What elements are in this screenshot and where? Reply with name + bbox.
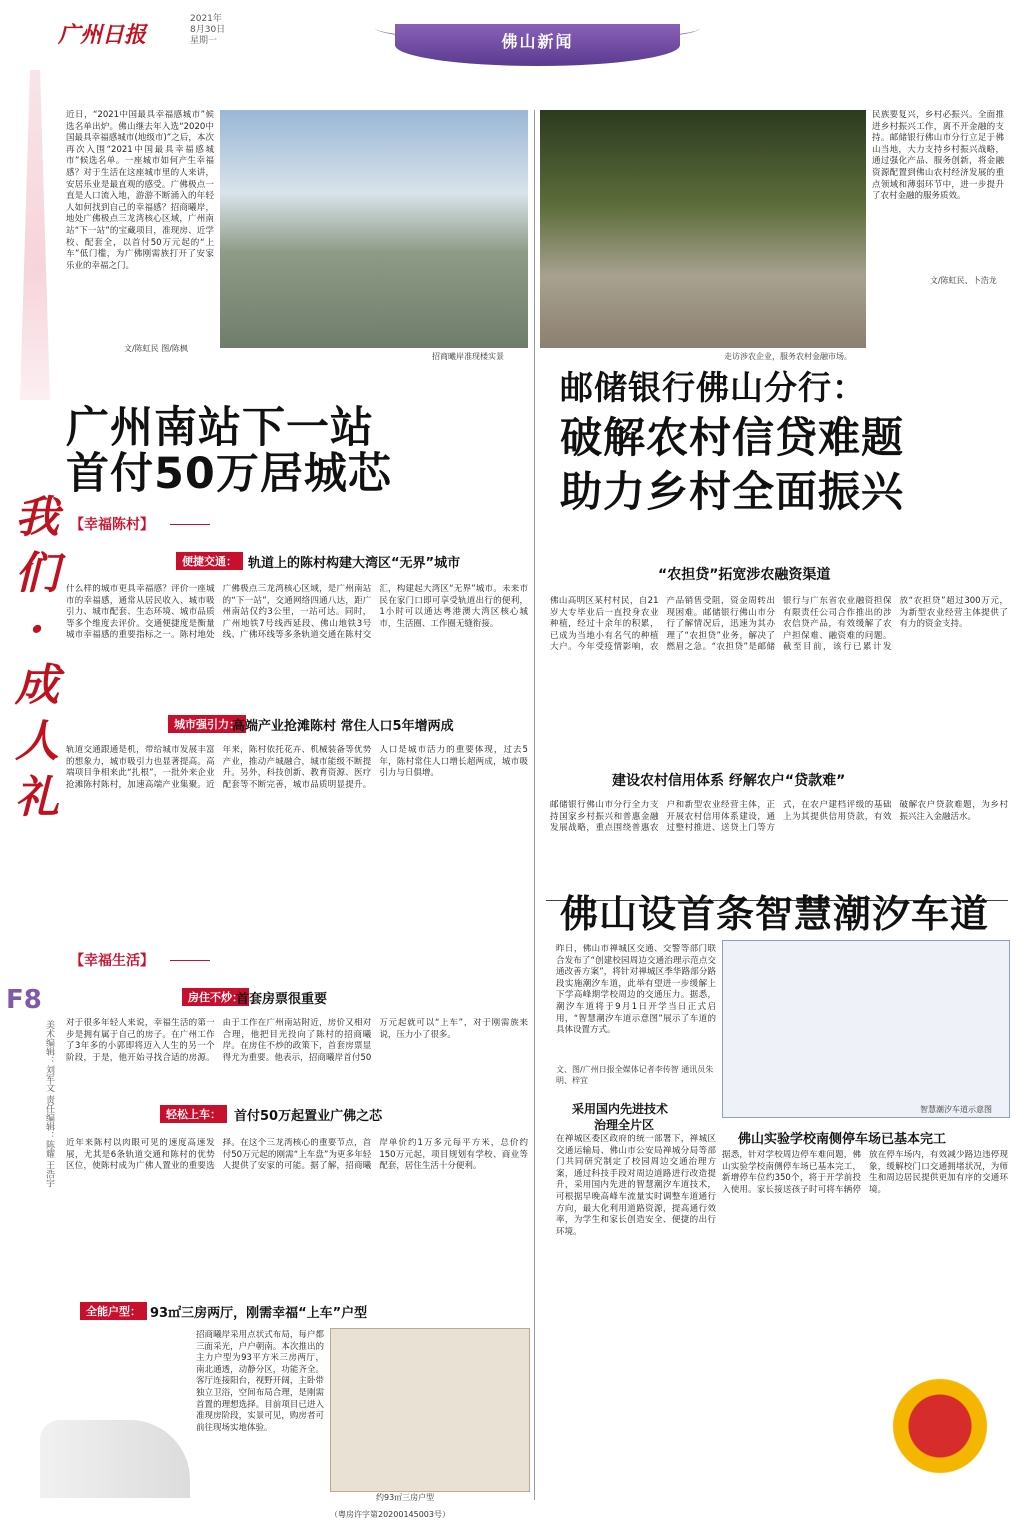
- article1-intro: 近日，“2021中国最具幸福感城市”候选名单出炉。佛山继去年入选“2020中国最具幸福感城市(地级市)”之后，本次再次入围“2021中国最具幸福感城市”候选名单。一座城市如何产生幸福感？对于生活在这座城市里的人来讲，安居乐业是最直观的感受。广佛极点一直是人口流入地，游游不断涌入的年轻人如何找到自己的幸福感？招商曦岸，地处广佛极点三龙湾核心区域，广州南站“下一站”的宝藏项目，准现房、近学校、配套全，以首付50万元起的“上车”低门槛，为广佛刚需族打开了安家乐业的幸福之门。: [66, 110, 214, 271]
- article1-title-line2: 首付50万居城芯: [66, 449, 392, 499]
- article2-sub2-title: 建设农村信用体系 纾解农户“贷款难”: [612, 773, 846, 789]
- column-divider: [534, 110, 535, 1500]
- sub4-title: 首付50万起置业广佛之芯: [234, 1109, 383, 1124]
- article2-intro: 民族要复兴，乡村必振兴。全面推进乡村振兴工作，离不开金融的支持。邮储银行佛山市分行立足于佛山当地，大力支持乡村振兴战略，通过强化产品、服务创新，将金融资源配置到佛山农村经济发展的重点领域和薄弱环节中，进一步提升了农村金融的服务质效。: [872, 110, 1004, 202]
- article2-photo: [540, 110, 866, 348]
- article2-sub3-heading1: 采用国内先进技术: [572, 1102, 669, 1116]
- article1-photo: [220, 110, 528, 348]
- sub5-title: 93㎡三房两厅，刚需幸福“上车”户型: [150, 1306, 368, 1321]
- article2-sub3-heading2: 治理全片区: [594, 1118, 655, 1132]
- license-note: （粤房许字第20200145003号）: [330, 1510, 450, 1519]
- article2-sub3-body: 昨日，佛山市禅城区交通、交警等部门联合发布了“创建校园周边交通治理示范点交通改善方案”，将针对禅城区季华路部分路段实施潮汐车道，此举有望进一步缓解上下学高峰期学校周边的交通压力。据悉，潮汐车道将于9月1日开学当日正式启用，“智慧潮汐车道示意图”展示了车道的具体设置方式。: [556, 944, 716, 1036]
- page-number: F8: [6, 985, 42, 1015]
- article2-sub1-title: “农担贷”拓宽涉农融资渠道: [658, 567, 831, 583]
- canton-tower-illustration: [10, 70, 60, 400]
- vertical-slogan: 我们·成人礼: [15, 492, 59, 823]
- sub4-label: 轻松上车：: [160, 1105, 227, 1123]
- sub1-label: 便捷交通：: [176, 552, 243, 570]
- sub2-title: 高端产业抢滩陈村 常住人口5年增两成: [232, 719, 454, 734]
- date-weekday: 星期一: [190, 36, 218, 46]
- tidal-lane-diagram-title: 智慧潮汐车道示意图: [920, 1105, 992, 1114]
- article2-title3: 佛山设首条智慧潮汐车道: [560, 891, 990, 936]
- tram-illustration: [40, 1420, 190, 1498]
- article2-sub4-title: 佛山实验学校南侧停车场已基本完工: [738, 1132, 947, 1147]
- kicker2-rule: [170, 960, 210, 961]
- sub1-title: 轨道上的陈村构建大湾区“无界”城市: [248, 556, 461, 571]
- sub1-body: 什么样的城市更具幸福感？评价一座城市的幸福感，通常从居民收入、城市吸引力、城市配套、生态环境、城市品质等多个维度去评价。交通便捷度是衡量城市幸福感的重要指标之一。陈村地处广佛极点三龙湾核心区域，是广州南站的“下一站”，交通网络四通八达，距广州南站仅约3公里，一站可达。同时，广州地铁7号线西延段、佛山地铁3号线、广佛环线等多条轨道交通在陈村交汇，构建起大湾区“无界”城市。未来市民在家门口即可享受轨道出行的便利，1小时可以通达粤港澳大湾区核心城市，生活圈、工作圈无缝衔接。: [66, 584, 528, 641]
- tidal-lane-diagram: [722, 940, 1010, 1118]
- sub3-body: 对于很多年轻人来说，幸福生活的第一步是拥有属于自己的房子。在广州工作了3年多的小郭即将迈入人生的另一个阶段，于是，他开始寻找合适的房源。由于工作在广州南站附近，房价又相对合理，他把目光投向了陈村的招商曦岸。在房住不炒的政策下，首套房票显得尤为重要。他表示，招商曦岸首付50万元起就可以“上车”，对于刚需族来说，压力小了很多。: [66, 1018, 528, 1063]
- sub4-body: 近年来陈村以肉眼可见的速度高速发展，尤其是6条轨道交通和陈村的优势区位，使陈村成为广佛人置业的重要选择。在这个三龙湾核心的重要节点，首付50万元起的刚需“上车盘”为更多年轻人提供了安家的可能。据了解，招商曦岸单价约1万多元每平方米，总价约150万元起，项目规划有学校、商业等配套，居住生活十分便利。: [66, 1138, 528, 1172]
- sub2-label: 城市强引力：: [168, 715, 246, 733]
- article2-sub2-body: 邮储银行佛山市分行全力支持国家乡村振兴和普惠金融发展战略，重点围绕普惠农户和新型农业经营主体，正开展农村信用体系建设，通过整村推进、送贷上门等方式，在农户建档评级的基础上为其提供信用贷款，有效破解农户贷款难题，为乡村振兴注入金融活水。: [550, 800, 1008, 834]
- floor-plan-image: [330, 1328, 530, 1492]
- sub2-body: 轨道交通跟通是机，带给城市发展丰富的想象力，城市吸引力也显著提高。高端项目争相来此“扎根”，一批外来企业抢滩陈村陈村，加速高端产业集聚。近年来，陈村依托花卉、机械装备等优势产业，推动产城融合，城市能级不断提升。另外，科技创新、教育资源、医疗配套等不断完善，城市品质明显提升。人口是城市活力的重要体现，过去5年，陈村常住人口增长超两成，城市吸引力与日俱增。: [66, 745, 528, 790]
- article2-sub3-body2: 在禅城区委区政府的统一部署下，禅城区交通运输局、佛山市公安局禅城分局等部门共同研究制定了校园周边交通治理方案，通过科技手段对周边道路进行改造提升，采用国内先进的智慧潮汐车道技术，可根据早晚高峰车流量实时调整车道通行方向，最大化利用道路资源，提高通行效率，为学生和家长创造安全、便捷的出行环境。: [556, 1134, 716, 1237]
- article1-photo-caption: 招商曦岸准现楼实景: [432, 352, 504, 361]
- floor-plan-caption: 约93㎡三房户型: [376, 1493, 435, 1502]
- article1-title-line1: 广州南站下一站: [66, 403, 374, 453]
- masthead: [0, 0, 1024, 56]
- article2-sub1-body: 佛山高明区某村村民，自21岁大专毕业后一直投身农业种植，经过十余年的积累，已成为当地小有名气的种植大户。今年受疫情影响，农产品销售受阻，资金周转出现困难。邮储银行佛山市分行了解情况后，迅速为其办理了“农担贷”业务，解决了燃眉之急。“农担贷”是邮储银行与广东省农业融资担保有限责任公司合作推出的涉农信贷产品，有效缓解了农户担保难、融资难的问题。截至目前，该行已累计发放“农担贷”超过300万元，为新型农业经营主体提供了有力的资金支持。: [550, 596, 1008, 653]
- kicker1-rule: [170, 524, 210, 525]
- date-year: 2021年: [190, 14, 222, 24]
- issue-date: [190, 14, 225, 47]
- article2-sub3-byline: 文、图/广州日报全媒体记者李传智 通讯员朱明、梓宜: [556, 1065, 714, 1085]
- sub5-body: 招商曦岸采用点状式布局，每户都三面采光，户户朝南。本次推出的主力户型为93平方米三房两厅，南北通透，动静分区，功能齐全。客厅连接阳台，视野开阔，主卧带独立卫浴，空间布局合理，是刚需首置的理想选择。目前项目已进入准现房阶段，实景可见，购房者可前往现场实地体验。: [196, 1330, 324, 1433]
- article2-title-line3: 助力乡村全面振兴: [560, 467, 905, 516]
- lion-dance-illustration: [880, 1370, 1000, 1510]
- date-day: 8月30日: [190, 25, 226, 35]
- article2-photo-caption: 走访涉农企业，服务农村金融市场。: [724, 352, 852, 361]
- sub5-label: 全能户型：: [80, 1302, 147, 1320]
- article1-byline: 文/陈虹民 图/陈枫: [124, 344, 188, 353]
- article2-title-line2: 破解农村信贷难题: [560, 413, 905, 462]
- article2-title-line1: 邮储银行佛山分行：: [560, 368, 866, 407]
- section-banner: 佛山新闻: [395, 24, 680, 66]
- article1-kicker1: 【幸福陈村】: [70, 517, 154, 533]
- article2-byline: 文/陈虹民、卜浩龙: [930, 276, 997, 285]
- sub3-label: 房住不炒：: [182, 988, 249, 1006]
- article2-sub4-body: 据悉，针对学校周边停车难问题，佛山实验学校南侧停车场已基本完工，新增停车位约350个，将于开学前投入使用。家长接送孩子时可将车辆停放在停车场内，有效减少路边违停现象，缓解校门口交通拥堵状况，为师生和周边居民提供更加有序的交通环境。: [722, 1150, 1008, 1195]
- sub3-title: 首套房票很重要: [236, 992, 328, 1007]
- newspaper-logo: 广州日报: [58, 22, 147, 48]
- editor-credits: 美术编辑：刘军文 责任编辑：陈耀 王浩宇: [44, 1020, 54, 1188]
- article1-kicker2: 【幸福生活】: [70, 953, 154, 969]
